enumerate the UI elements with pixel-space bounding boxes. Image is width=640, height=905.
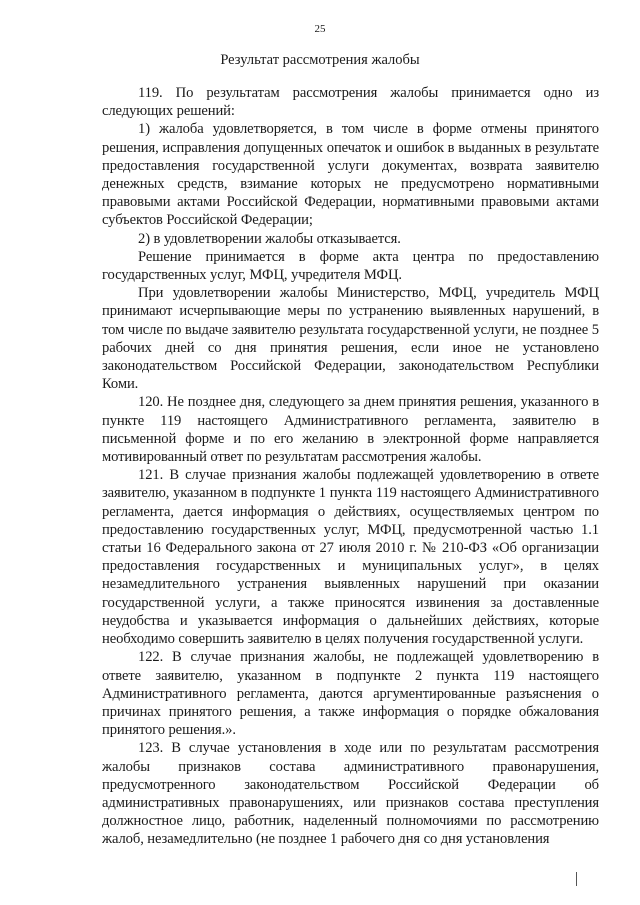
paragraph-119-option-2: 2) в удовлетворении жалобы отказывается. bbox=[138, 230, 401, 247]
paragraph-123: 123. В случае установления в ходе или по результатам рассмотрения жалобы признаков состава административного правонарушения, предусмотренного законодательством Российской Федерации об административных правонарушениях, или признаков состава преступления должностное лицо, работник, наделенный полномочиями по рассмотрению жалоб, незамедлительно (не позднее 1 рабочего дня со дня установления bbox=[102, 740, 599, 848]
document-body bbox=[102, 84, 599, 849]
paragraph-120: 120. Не позднее дня, следующего за днем принятия решения, указанного в пункте 119 настоящего Административного регламента, заявителю в письменной форме и по его желанию в электронной форме направляется мотивированный ответ по результатам рассмотрения жалобы. bbox=[102, 394, 599, 466]
paragraph-decision-form: Решение принимается в форме акта центра по предоставлению государственных услуг, МФЦ, учредителя МФЦ. bbox=[102, 248, 599, 284]
paragraph-122: 122. В случае признания жалобы, не подлежащей удовлетворению в ответе заявителю, указанном в подпункте 2 пункта 119 настоящего Административного регламента, даются аргументированные разъяснения о причинах принятого решения, а также информация о порядке обжалования принятого решения.». bbox=[102, 649, 599, 739]
page-number: 25 bbox=[314, 23, 326, 35]
paragraph-121: 121. В случае признания жалобы подлежащей удовлетворению в ответе заявителю, указанном в подпункте 1 пункта 119 настоящего Административного регламента, дается информация о действиях, осуществляемых центром по предоставлению государственных услуг, МФЦ, предусмотренной частью 1.1 статьи 16 Федерального закона от 27 июля 2010 г. № 210-ФЗ «Об организации предоставления государственных и муниципальных услуг», в целях незамедлительного устранения выявленных нарушений при оказании государственной услуги, а также приносятся извинения за доставленные неудобства и указывается информация о дальнейших действиях, которые необходимо совершить заявителю в целях получения государственной услуги. bbox=[102, 467, 599, 648]
section-title: Результат рассмотрения жалобы bbox=[220, 52, 420, 68]
paragraph-119-intro: 119. По результатам рассмотрения жалобы принимается одно из следующих решений: bbox=[102, 85, 599, 120]
paragraph-satisfaction-measures: При удовлетворении жалобы Министерство, МФЦ, учредитель МФЦ принимают исчерпывающие меры по устранению выявленных нарушений, в том числе по выдаче заявителю результата государственной услуги, не позднее 5 рабочих дней со дня принятия решения, если иное не установлено законодательством Российской Федерации, законодательством Республики Коми. bbox=[102, 285, 599, 393]
scan-mark bbox=[576, 872, 577, 886]
paragraph-119-option-1: 1) жалоба удовлетворяется, в том числе в форме отмены принятого решения, исправления допущенных опечаток и ошибок в выданных в результате предоставления государственной услуги документах, возврата заявителю денежных средств, взимание которых не предусмотрено нормативными правовыми актами Российской Федерации, нормативными правовыми актами субъектов Российской Федерации; bbox=[102, 121, 599, 229]
